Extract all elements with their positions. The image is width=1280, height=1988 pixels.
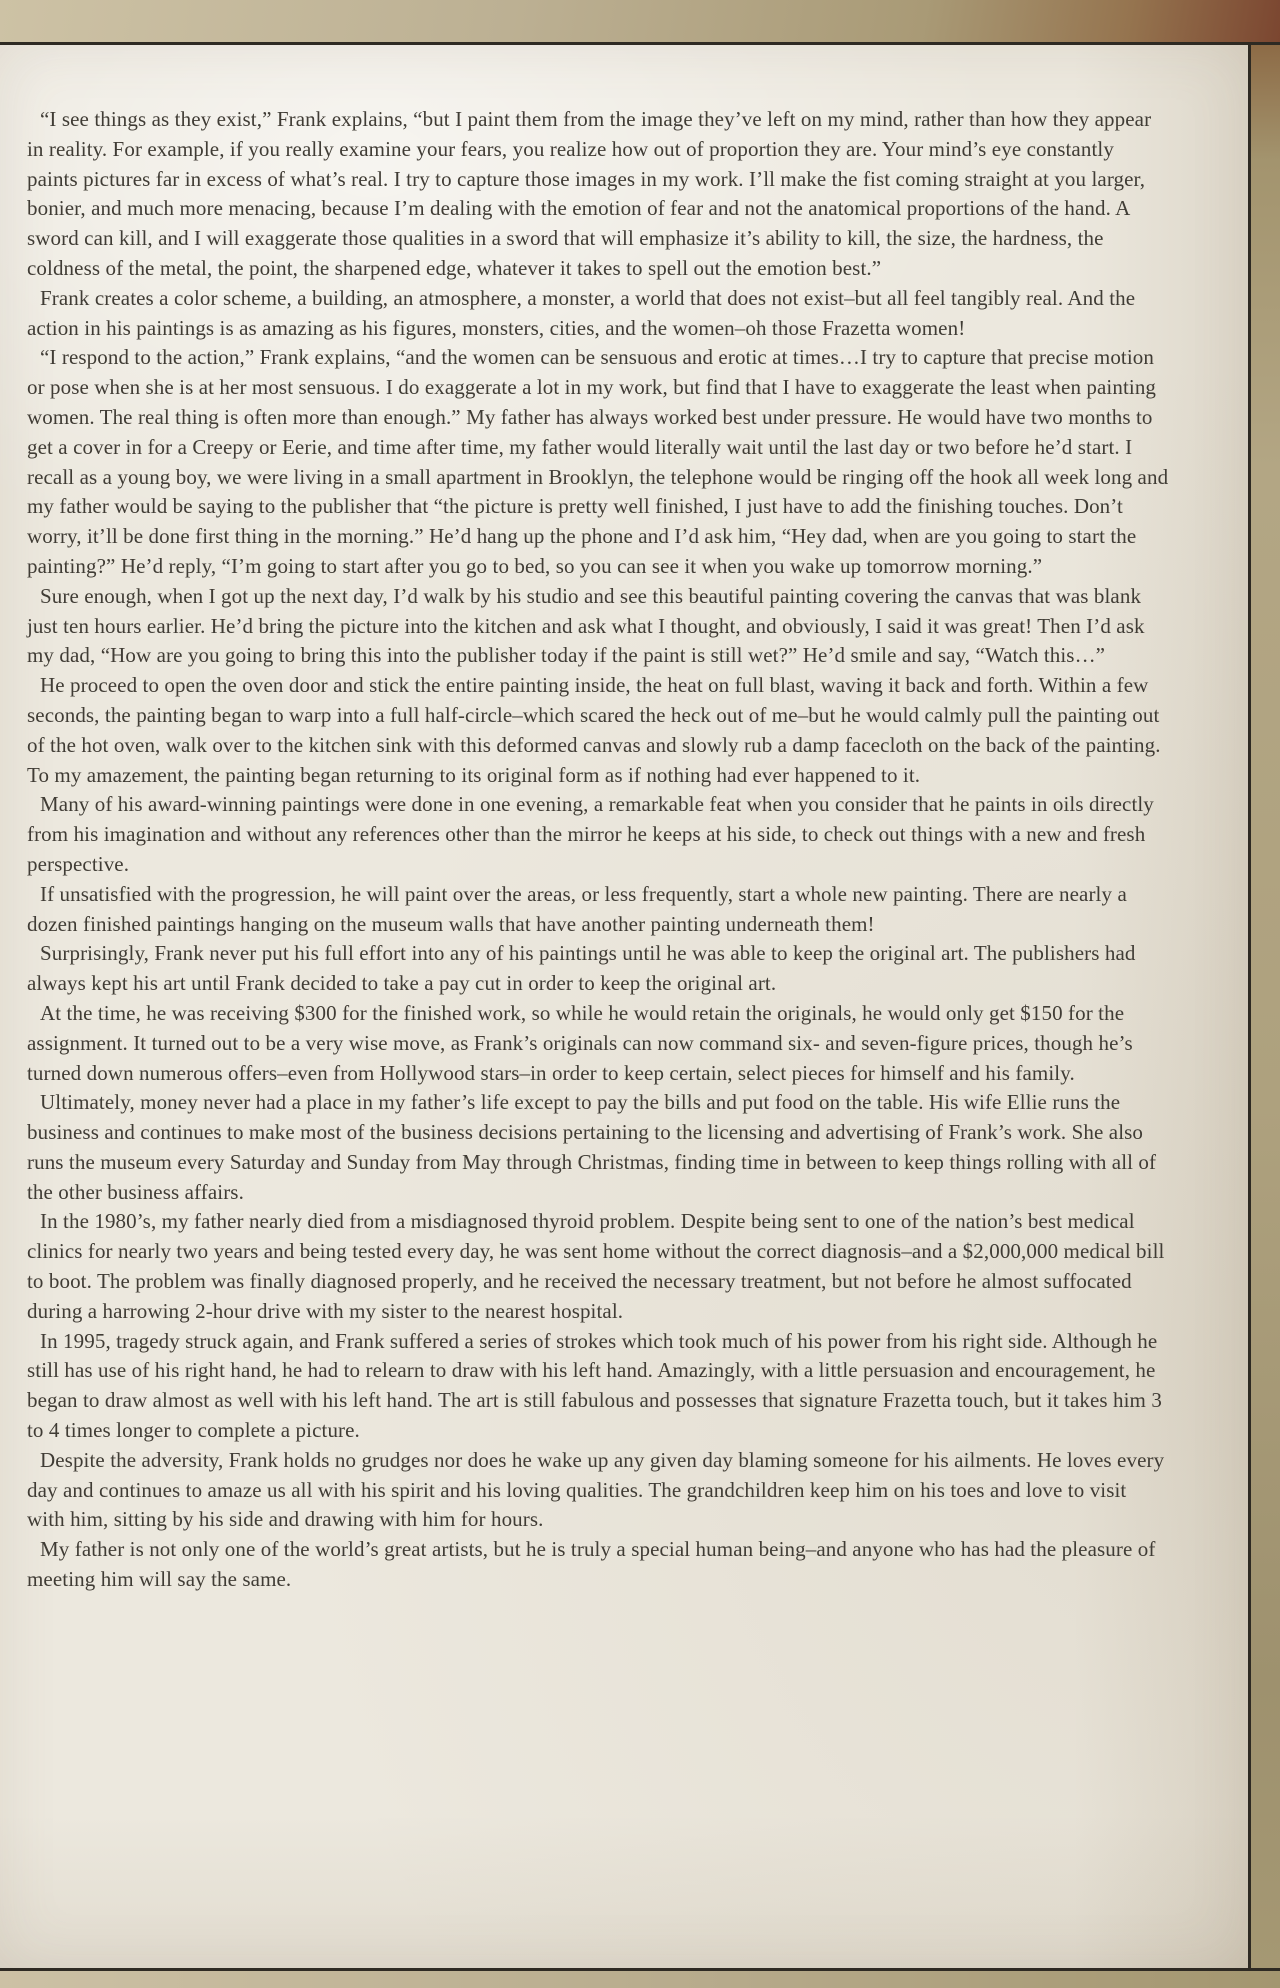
book-edge-right [1251, 45, 1280, 1971]
article-text [27, 105, 1169, 1595]
paragraph: Despite the adversity, Frank holds no grudges nor does he wake up any given day blaming someone for his ailments. He loves every day and continues to amaze us all with his spirit and his loving qualities. The grandchildren keep him on his toes and love to visit with him, sitting by his side and drawing with him for hours. [27, 1447, 1165, 1532]
paragraph: “I see things as they exist,” Frank explains, “but I paint them from the image they’ve left on my mind, rather than how they appear in reality. For example, if you really examine your fears, you realize how out of proportion they are. Your mind’s eye constantly paints pictures far in excess of what’s real. I try to capture those images in my work. I’ll make the fist coming straight at you larger, bonier, and much more menacing, because I’m dealing with the emotion of fear and not the anatomical proportions of the hand. A sword can kill, and I will exaggerate those qualities in a sword that will emphasize it’s ability to kill, the size, the hardness, the coldness of the metal, the point, the sharpened edge, whatever it takes to spell out the emotion best.” [27, 107, 1152, 280]
paragraph: Many of his award-winning paintings were done in one evening, a remarkable feat when you consider that he paints in oils directly from his imagination and without any references other than the mirror he keeps at his side, to check out things with a new and fresh perspective. [27, 792, 1154, 876]
paragraph: Frank creates a color scheme, a building, an atmosphere, a monster, a world that does not exist–but all feel tangibly real. And the action in his paintings is as amazing as his figures, monsters, cities, and the women–oh those Frazetta women! [27, 285, 1136, 340]
paragraph: Sure enough, when I got up the next day, I’d walk by his studio and see this beautiful painting covering the canvas that was blank just ten hours earlier. He’d bring the picture into the kitchen and ask what I thought, and obviously, I said it was great! Then I’d ask my dad, “How are you going to bring this into the publisher today if the paint is still wet?” He’d smile and say, “Watch this…” [27, 583, 1145, 668]
paragraph: Surprisingly, Frank never put his full effort into any of his paintings until he was able to keep the original art. The publishers had always kept his art until Frank decided to take a pay cut in order to keep the original art. [27, 941, 1136, 996]
paragraph: My father is not only one of the world’s great artists, but he is truly a special human being–and anyone who has had the pleasure of meeting him will say the same. [27, 1537, 1156, 1592]
book-edge-top [0, 0, 1280, 43]
page-paper [0, 45, 1248, 1968]
paragraph: If unsatisfied with the progression, he will paint over the areas, or less frequently, start a whole new painting. There are nearly a dozen finished paintings hanging on the museum walls that have another painting underneath them! [27, 881, 1127, 936]
page-border-bottom [0, 1968, 1280, 1971]
paragraph: In the 1980’s, my father nearly died from a misdiagnosed thyroid problem. Despite being sent to one of the nation’s best medical clinics for nearly two years and being tested every day, he was sent home without the correct diagnosis–and a $2,000,000 medical bill to boot. The problem was finally diagnosed properly, and he received the necessary treatment, but not before he almost suffocated during a harrowing 2-hour drive with my sister to the nearest hospital. [27, 1209, 1165, 1323]
paragraph: Ultimately, money never had a place in my father’s life except to pay the bills and put food on the table. His wife Ellie runs the business and continues to make most of the business decisions pertaining to the licensing and advertising of Frank’s work. She also runs the museum every Saturday and Sunday from May through Christmas, finding time in between to keep things rolling with all of the other business affairs. [27, 1090, 1157, 1204]
paragraph: At the time, he was receiving $300 for the finished work, so while he would retain the originals, he would only get $150 for the assignment. It turned out to be a very wise move, as Frank’s originals can now command six- and seven-figure prices, though he’s turned down numerous offers–even from Hollywood stars–in order to keep certain, select pieces for himself and his family. [27, 1000, 1133, 1085]
paragraph: He proceed to open the oven door and stick the entire painting inside, the heat on full blast, waving it back and forth. Within a few seconds, the painting began to warp into a full half-circle–which scared the heck out of me–but he would calmly pull the painting out of the hot oven, walk over to the kitchen sink with this deformed canvas and slowly rub a damp facecloth on the back of the painting. To my amazement, the painting began returning to its original form as if nothing had ever happened to it. [27, 673, 1161, 787]
book-edge-bottom [0, 1971, 1280, 1988]
paragraph: In 1995, tragedy struck again, and Frank suffered a series of strokes which took much of his power from his right side. Although he still has use of his right hand, he had to relearn to draw with his left hand. Amazingly, with a little persuasion and encouragement, he began to draw almost as well with his left hand. The art is still fabulous and possesses that signature Frazetta touch, but it takes him 3 to 4 times longer to complete a picture. [27, 1328, 1162, 1443]
page-border-top [0, 42, 1280, 45]
page-border-right [1248, 42, 1251, 1971]
paragraph: “I respond to the action,” Frank explains, “and the women can be sensuous and erotic at times…I try to capture that precise motion or pose when she is at her most sensuous. I do exaggerate a lot in my work, but find that I have to exaggerate the least when painting women. The real thing is often more than enough.” My father has always worked best under pressure. He would have two months to get a cover in for a Creepy or Eerie, and time after time, my father would literally wait until the last day or two before he’d start. I recall as a young boy, we were living in a small apartment in Brooklyn, the telephone would be ringing off the hook all week long and my father would be saying to the publisher that “the picture is pretty well finished, I just have to add the finishing touches. Don’t worry, it’ll be done first thing in the morning.” He’d hang up the phone and I’d ask him, “Hey dad, when are you going to start the painting?” He’d reply, “I’m going to start after you go to bed, so you can see it when you wake up tomorrow morning.” [27, 345, 1169, 578]
